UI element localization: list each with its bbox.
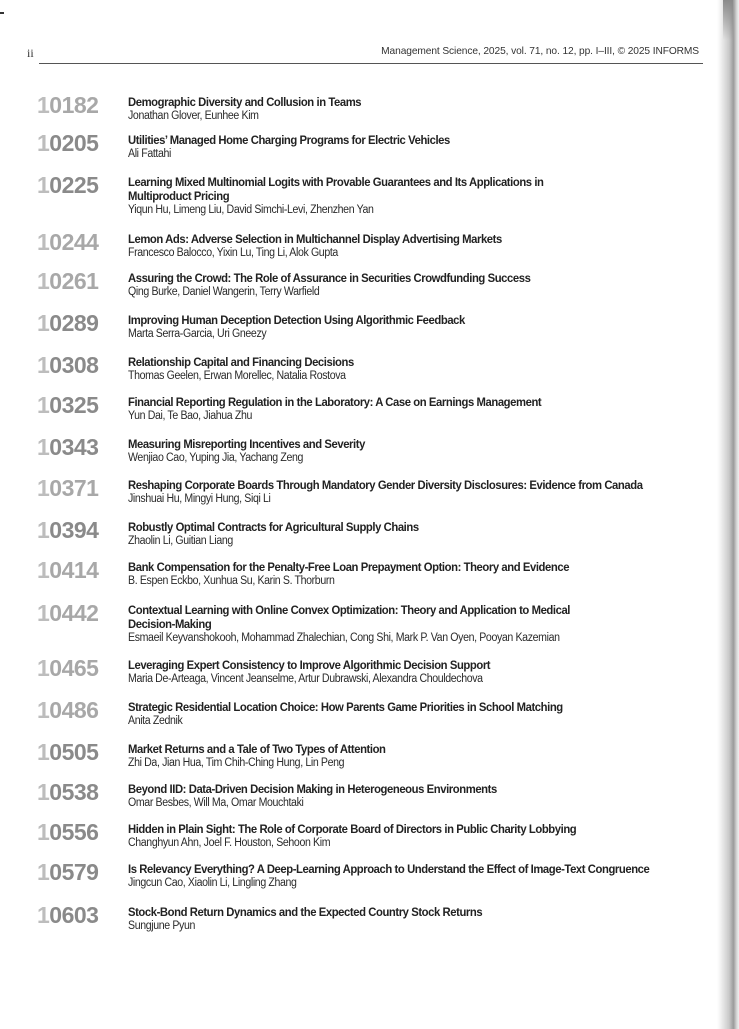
article-title: Decision-Making (128, 617, 212, 631)
article-info (128, 742, 713, 770)
article-authors: B. Espen Eckbo, Xunhua Su, Karin S. Thorburn (128, 575, 335, 587)
article-info (128, 603, 713, 645)
article-authors: Esmaeil Keyvanshokooh, Mohammad Zhalechian, Cong Shi, Mark P. Van Oyen, Pooyan Kazemian (128, 632, 560, 644)
article-authors: Sungjune Pyun (128, 920, 195, 932)
article-title: Improving Human Deception Detection Using Algorithmic Feedback (128, 313, 465, 327)
article-authors: Jinshuai Hu, Mingyi Hung, Siqi Li (128, 493, 271, 505)
article-authors: Ali Fattahi (128, 148, 171, 160)
article-page-number: 10308 (37, 352, 99, 378)
article-title: Learning Mixed Multinomial Logits with Provable Guarantees and Its Applications in (128, 175, 544, 189)
article-title: Financial Reporting Regulation in the Laboratory: A Case on Earnings Management (128, 395, 542, 409)
article-authors: Marta Serra-Garcia, Uri Gneezy (128, 328, 267, 340)
article-info (128, 560, 713, 588)
article-title: Utilities’ Managed Home Charging Programs for Electric Vehicles (128, 133, 450, 147)
running-head (27, 44, 707, 60)
article-authors: Anita Zednik (128, 715, 183, 727)
article-authors: Wenjiao Cao, Yuping Jia, Yachang Zeng (128, 452, 304, 464)
article-authors: Qing Burke, Daniel Wangerin, Terry Warfield (128, 286, 320, 298)
article-info (128, 271, 713, 299)
article-page-number: 10486 (37, 697, 99, 723)
article-page-number: 10325 (37, 392, 99, 418)
article-info (128, 175, 713, 217)
article-page-number: 10289 (37, 310, 99, 336)
article-authors: Yiqun Hu, Limeng Liu, David Simchi-Levi, Zhenzhen Yan (128, 204, 374, 216)
article-title: Bank Compensation for the Penalty-Free Loan Prepayment Option: Theory and Evidence (128, 560, 570, 574)
article-page-number: 10225 (37, 172, 99, 198)
article-authors: Maria De-Arteaga, Vincent Jeanselme, Artur Dubrawski, Alexandra Chouldechova (128, 673, 483, 685)
article-title: Stock-Bond Return Dynamics and the Expected Country Stock Returns (128, 905, 483, 919)
article-info (128, 862, 713, 890)
article-authors: Jingcun Cao, Xiaolin Li, Lingling Zhang (128, 877, 297, 889)
article-title: Lemon Ads: Adverse Selection in Multichannel Display Advertising Markets (128, 232, 502, 246)
article-page-number: 10371 (37, 475, 99, 501)
article-page-number: 10603 (37, 902, 99, 928)
article-authors: Yun Dai, Te Bao, Jiahua Zhu (128, 410, 252, 422)
article-page-number: 10394 (37, 517, 99, 543)
article-info (128, 905, 713, 933)
article-title: Leveraging Expert Consistency to Improve Algorithmic Decision Support (128, 658, 491, 672)
article-authors: Zhaolin Li, Guitian Liang (128, 535, 233, 547)
article-title: Robustly Optimal Contracts for Agricultural Supply Chains (128, 520, 419, 534)
header-rule (39, 63, 703, 64)
article-title: Reshaping Corporate Boards Through Mandatory Gender Diversity Disclosures: Evidence from Canada (128, 478, 643, 492)
article-authors: Jonathan Glover, Eunhee Kim (128, 110, 259, 122)
article-info (128, 313, 713, 341)
article-page-number: 10244 (37, 229, 99, 255)
article-info (128, 437, 713, 465)
article-title: Market Returns and a Tale of Two Types of Attention (128, 742, 386, 756)
article-page-number: 10442 (37, 600, 99, 626)
article-info (128, 782, 713, 810)
scan-margin-mark (0, 12, 4, 14)
article-title: Demographic Diversity and Collusion in Teams (128, 95, 362, 109)
article-page-number: 10182 (37, 92, 99, 118)
article-title: Multiproduct Pricing (128, 189, 230, 203)
article-title: Assuring the Crowd: The Role of Assurance in Securities Crowdfunding Success (128, 271, 531, 285)
article-page-number: 10579 (37, 859, 99, 885)
article-info (128, 478, 713, 506)
article-page-number: 10556 (37, 819, 99, 845)
article-info (128, 395, 713, 423)
journal-citation: Management Science, 2025, vol. 71, no. 12, pp. I–III, © 2025 INFORMS (381, 46, 699, 57)
article-info (128, 133, 713, 161)
article-title: Hidden in Plain Sight: The Role of Corporate Board of Directors in Public Charity Lobbying (128, 822, 577, 836)
article-info (128, 355, 713, 383)
article-page-number: 10205 (37, 130, 99, 156)
article-title: Is Relevancy Everything? A Deep-Learning Approach to Understand the Effect of Image-Text Congruence (128, 862, 650, 876)
article-authors: Omar Besbes, Will Ma, Omar Mouchtaki (128, 797, 304, 809)
article-page-number: 10414 (37, 557, 99, 583)
article-info (128, 95, 713, 123)
article-page-number: 10261 (37, 268, 99, 294)
article-authors: Francesco Balocco, Yixin Lu, Ting Li, Alok Gupta (128, 247, 338, 259)
article-info (128, 822, 713, 850)
article-title: Measuring Misreporting Incentives and Severity (128, 437, 365, 451)
article-authors: Zhi Da, Jian Hua, Tim Chih-Ching Hung, Lin Peng (128, 757, 345, 769)
article-page-number: 10505 (37, 739, 99, 765)
article-authors: Changhyun Ahn, Joel F. Houston, Sehoon Kim (128, 837, 331, 849)
article-title: Beyond IID: Data-Driven Decision Making in Heterogeneous Environments (128, 782, 497, 796)
article-title: Relationship Capital and Financing Decisions (128, 355, 354, 369)
article-title: Strategic Residential Location Choice: How Parents Game Priorities in School Matching (128, 700, 563, 714)
article-page-number: 10538 (37, 779, 99, 805)
article-info (128, 232, 713, 260)
article-title: Contextual Learning with Online Convex Optimization: Theory and Application to Medical (128, 603, 571, 617)
article-page-number: 10465 (37, 655, 99, 681)
article-info (128, 658, 713, 686)
article-info (128, 520, 713, 548)
article-page-number: 10343 (37, 434, 99, 460)
article-authors: Thomas Geelen, Erwan Morellec, Natalia Rostova (128, 370, 346, 382)
page-edge-shadow (717, 0, 739, 1029)
article-info (128, 700, 713, 728)
page-folio: ii (27, 46, 34, 60)
